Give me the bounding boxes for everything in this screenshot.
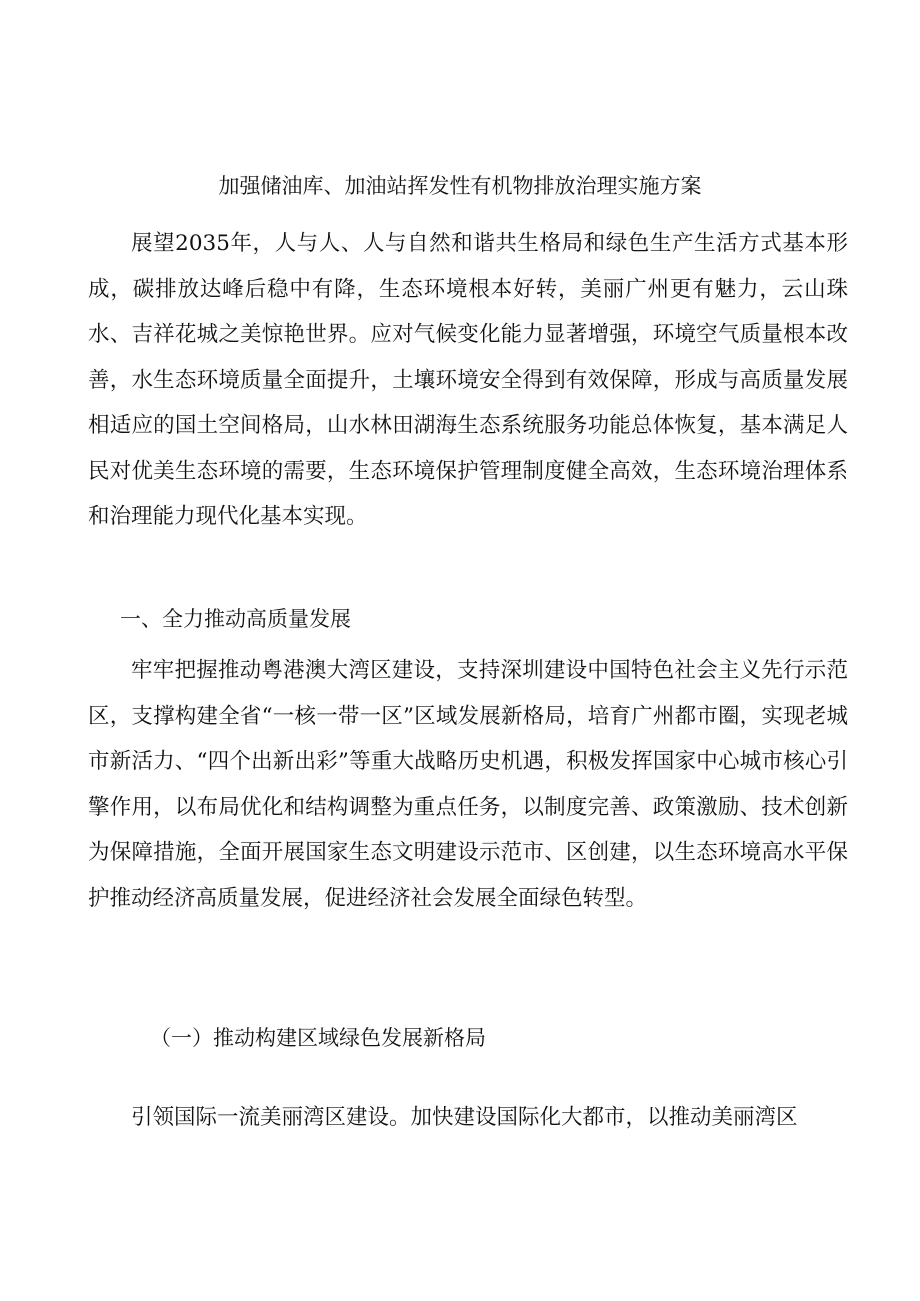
paragraph-bay-area: 引领国际一流美丽湾区建设。加快建设国际化大都市，以推动美丽湾区 (131, 1105, 798, 1130)
document-title: 加强储油库、加油站挥发性有机物排放治理实施方案 (218, 174, 702, 198)
paragraph-vision-2035: 展望2035年，人与人、人与自然和谐共生格局和绿色生产生活方式基本形成，碳排放达峰后稳中有降，生态环境根本好转，美丽广州更有魅力，云山珠水、吉祥花城之美惊艳世界。应对气候变化能力显著增强，环境空气质量根本改善，水生态环境质量全面提升，土壤环境安全得到有效保障，形成与高质量发展相适应的国土空间格局，山水林田湖海生态系统服务功能总体恢复，基本满足人民对优美生态环境的需要，生态环境保护管理制度健全高效，生态环境治理体系和治理能力现代化基本实现。 (88, 231, 848, 529)
paragraph-high-quality-development: 牢牢把握推动粤港澳大湾区建设，支持深圳建设中国特色社会主义先行示范区，支撑构建全省“一核一带一区”区域发展新格局，培育广州都市圈，实现老城市新活力、“四个出新出彩”等重大战略历史机遇，积极发挥国家中心城市核心引擎作用，以布局优化和结构调整为重点任务，以制度完善、政策激励、技术创新为保障措施，全面开展国家生态文明建设示范市、区创建，以生态环境高水平保护推动经济高质量发展，促进经济社会发展全面绿色转型。 (88, 658, 848, 911)
section-heading: 一、全力推动高质量发展 (120, 607, 351, 631)
subsection-heading: （一）推动构建区域绿色发展新格局 (150, 1026, 486, 1050)
